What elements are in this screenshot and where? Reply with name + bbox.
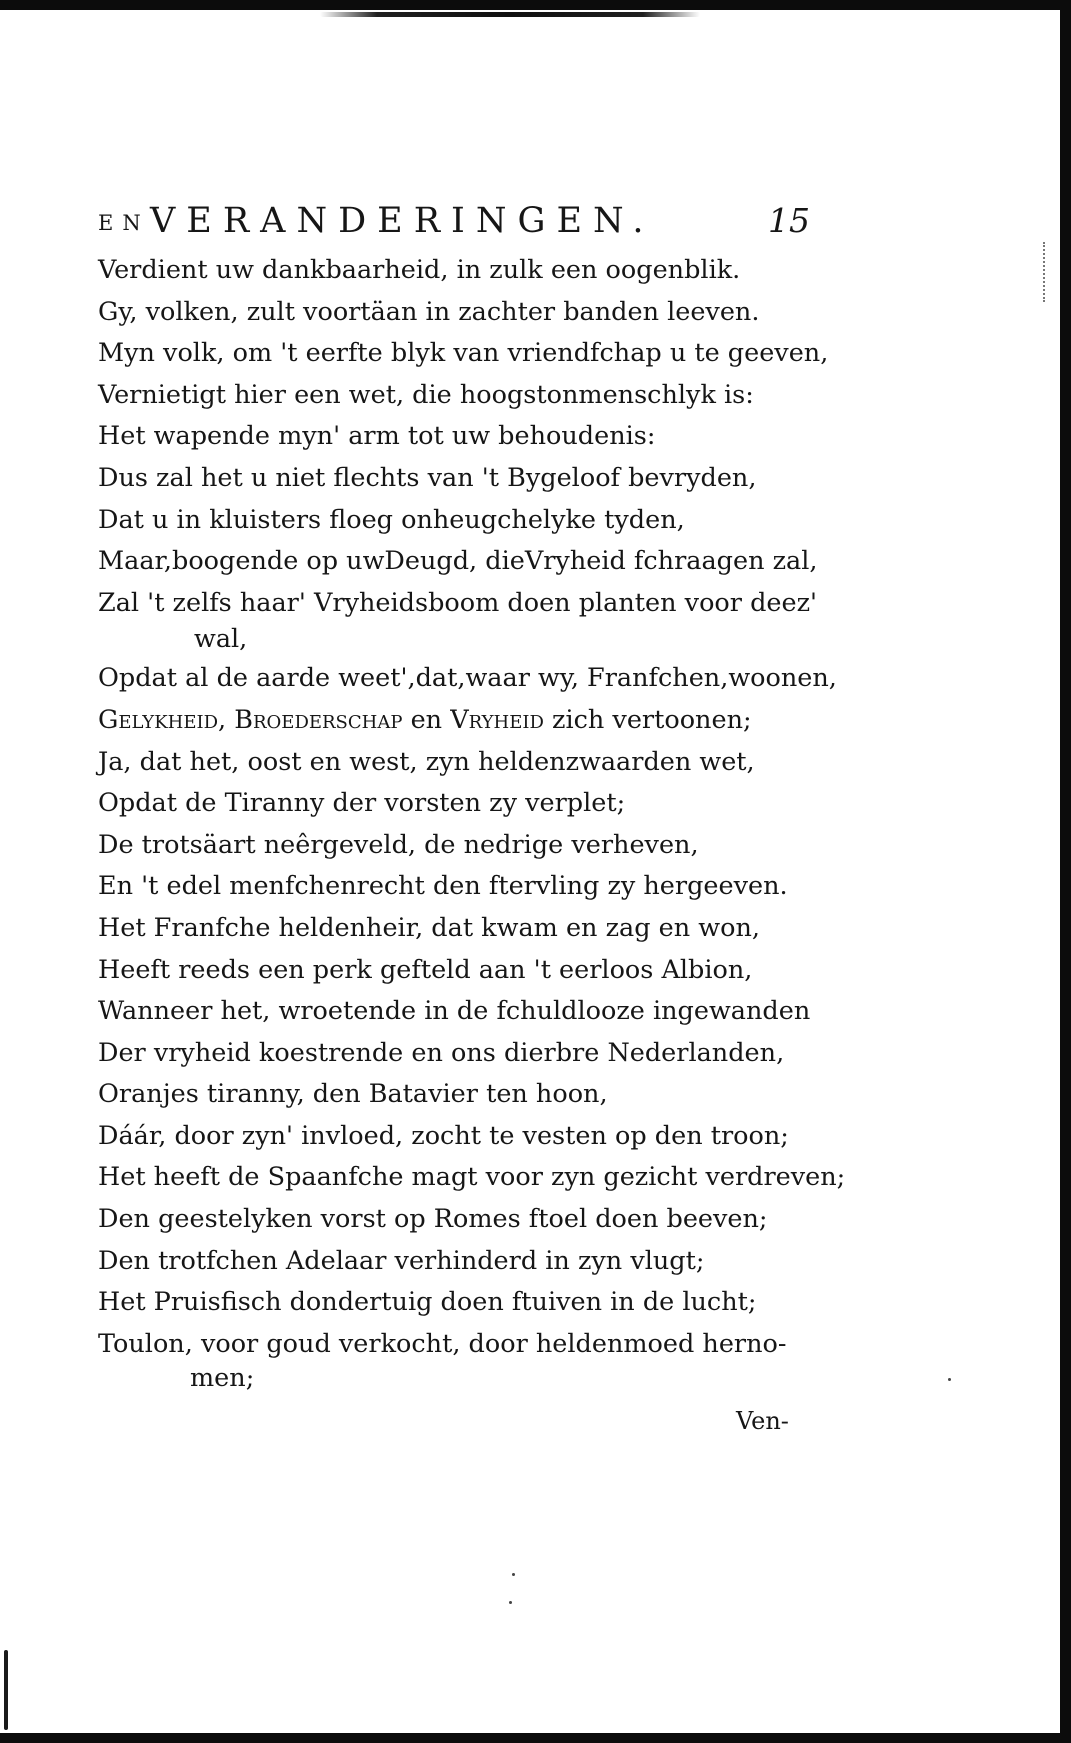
- motto-equality: Gelykheid: [98, 704, 219, 735]
- verse-line: Dáár, door zyn' invloed, zocht te vesten op den troon;: [98, 1120, 789, 1151]
- verse-line: Wanneer het, wroetende in de fchuldlooze ingewanden: [98, 996, 811, 1027]
- running-head-title: VERANDERINGEN.: [150, 201, 655, 241]
- motto-separator: en: [402, 704, 451, 735]
- verse-line: De trotsäart neêrgeveld, de nedrige verheven,: [98, 829, 699, 860]
- verse-line: Den geestelyken vorst op Romes ftoel doen beeven;: [98, 1204, 768, 1235]
- scan-border-bottom: [0, 1733, 1071, 1743]
- verse-line: Gy, volken, zult voortäan in zachter banden leeven.: [98, 296, 760, 327]
- verse-line: Vernietigt hier een wet, die hoogstonmenschlyk is:: [98, 379, 754, 410]
- speck: [948, 1378, 951, 1381]
- catchword: Ven-: [736, 1407, 789, 1435]
- scan-border-top: [0, 0, 1071, 10]
- verse-line: Opdat al de aarde weet',dat,waar wy, Franfchen,woonen,: [98, 663, 837, 694]
- verse-line: Maar,boogende op uwDeugd, dieVryheid fchraagen zal,: [98, 546, 818, 577]
- verse-turnover: wal,: [194, 624, 248, 655]
- verse-line: Heeft reeds een perk gefteld aan 't eerloos Albion,: [98, 954, 753, 985]
- verse-line: Het Franfche heldenheir, dat kwam en zag en won,: [98, 912, 760, 943]
- verse-line: Den trotfchen Adelaar verhinderd in zyn vlugt;: [98, 1245, 705, 1276]
- poem-text: [98, 250, 846, 1395]
- verse-line: Het heeft de Spaanfche magt voor zyn gezicht verdreven;: [98, 1162, 846, 1193]
- motto-liberty: Vryheid: [450, 704, 544, 735]
- scan-mark-left: [4, 1650, 8, 1730]
- verse-line: Toulon, voor goud verkocht, door heldenmoed herno-: [98, 1328, 787, 1359]
- scan-border-right: [1060, 0, 1071, 1743]
- verse-line-motto: [98, 700, 818, 742]
- verse-line: Het Pruisfisch dondertuig doen ftuiven in de lucht;: [98, 1287, 757, 1318]
- motto-separator: ,: [218, 704, 235, 735]
- running-head-prefix: EN: [98, 211, 150, 235]
- page-number: 15: [768, 201, 810, 240]
- verse-line: En 't edel menfchenrecht den ftervling zy hergeeven.: [98, 871, 788, 902]
- margin-dots: [1043, 242, 1047, 302]
- verse-turnover: men;: [190, 1363, 255, 1394]
- verse-line: Myn volk, om 't eerfte blyk van vriendfchap u te geeven,: [98, 338, 829, 369]
- scan-streak-top: [320, 12, 700, 17]
- verse-line: Zal 't zelfs haar' Vryheidsboom doen planten voor deez': [98, 587, 818, 618]
- motto-tail: zich vertoonen;: [543, 704, 752, 735]
- speck: [512, 1573, 515, 1576]
- speck: [509, 1601, 512, 1604]
- motto-brotherhood: Broederschap: [234, 704, 403, 735]
- verse-line: Dat u in kluisters floeg onheugchelyke tyden,: [98, 504, 685, 535]
- verse-line: Verdient uw dankbaarheid, in zulk een oogenblik.: [98, 255, 741, 285]
- verse-line: Oranjes tiranny, den Batavier ten hoon,: [98, 1079, 608, 1110]
- verse-line: Ja, dat het, oost en west, zyn heldenzwaarden wet,: [98, 746, 755, 777]
- verse-line: Opdat de Tiranny der vorsten zy verplet;: [98, 788, 626, 819]
- verse-line: Der vryheid koestrende en ons dierbre Nederlanden,: [98, 1037, 785, 1068]
- verse-line: Het wapende myn' arm tot uw behoudenis:: [98, 421, 656, 452]
- page-header: [98, 196, 810, 246]
- verse-line: Dus zal het u niet flechts van 't Bygeloof bevryden,: [98, 462, 757, 493]
